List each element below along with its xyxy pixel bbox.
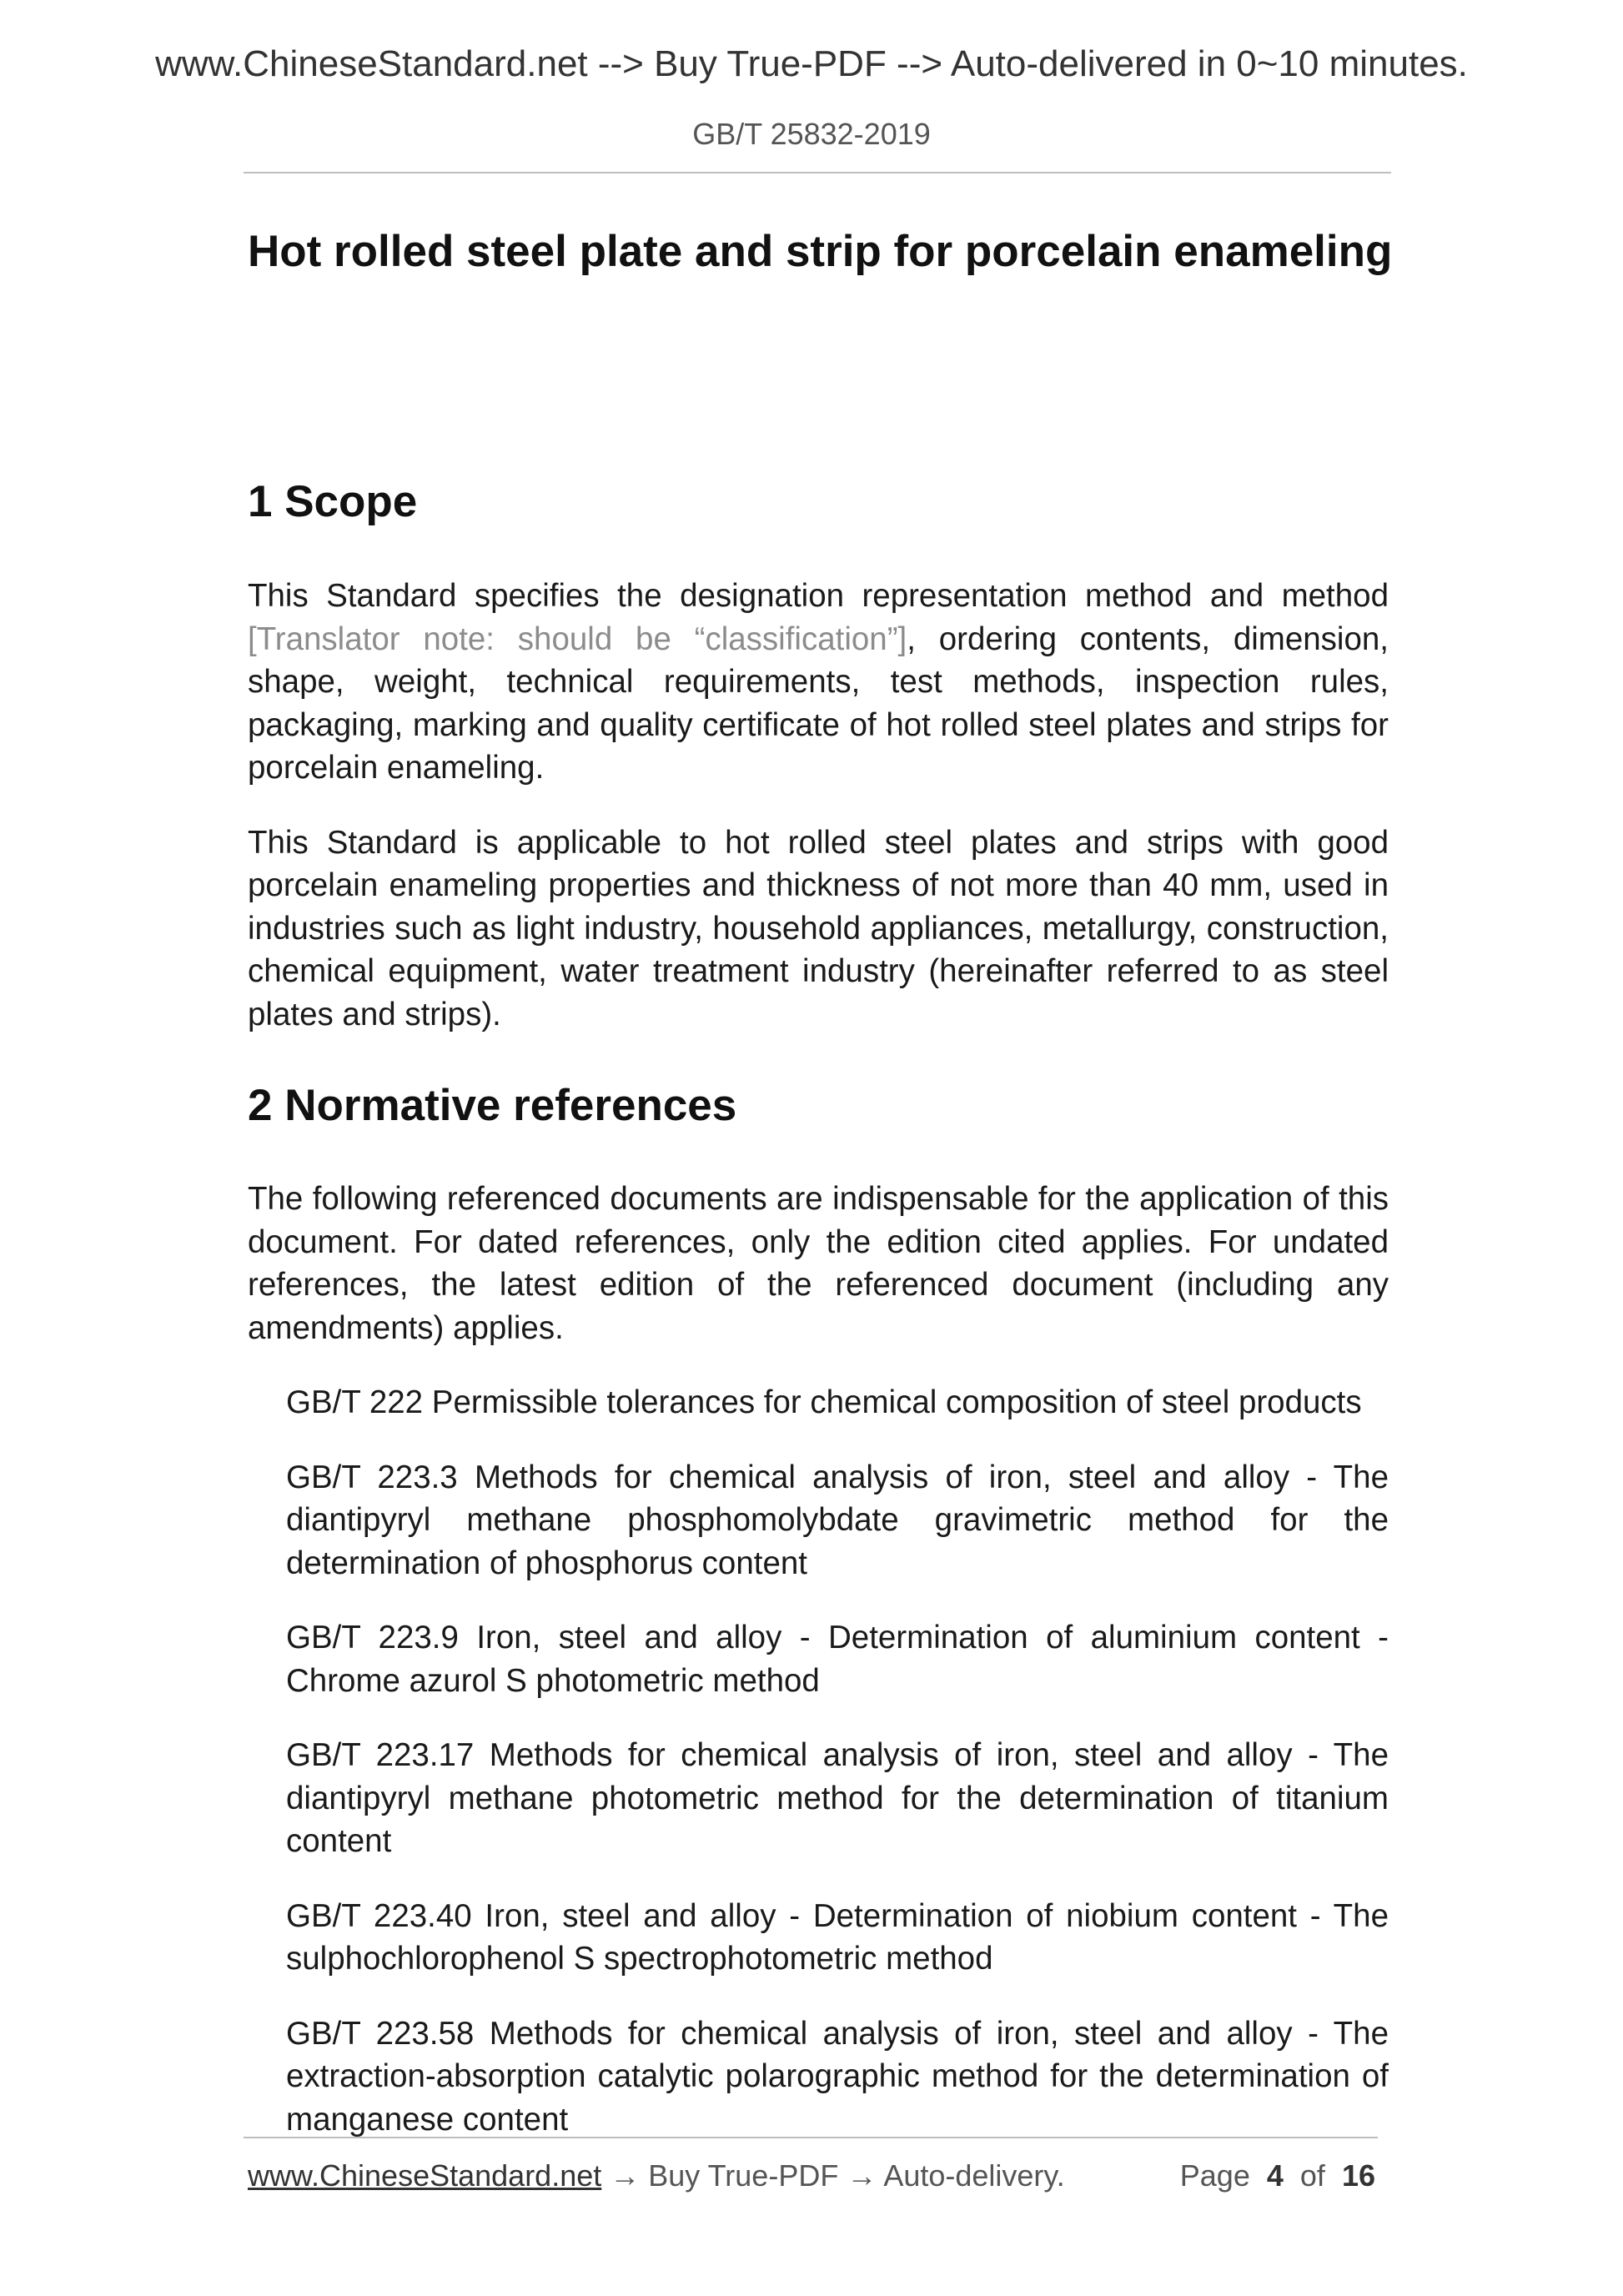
page-of: of [1299,2158,1325,2193]
page-total: 16 [1341,2158,1375,2193]
reference-item: GB/T 222 Permissible tolerances for chemical composition of steel products [286,1384,1362,1420]
standard-code: GB/T 25832-2019 [692,117,931,151]
page-footer [248,2158,1375,2200]
references-intro: The following referenced documents are indispensable for the application of this document. For dated references, only the edition cited applies. For undated references, the latest edition of the referenced document (including any amendments) applies. [248,1181,1389,1346]
scope-paragraph-2: This Standard is applicable to hot rolled steel plates and strips with good porcelain enameling properties and thickness of not more than 40 mm, used in industries such as light industry, household appliances, metallurgy, construction, chemical equipment, water treatment industry (hereinafter referred to as steel plates and strips). [248,824,1389,1032]
footer-tagline: → Buy True-PDF → Auto-delivery. [601,2158,1065,2193]
page-current: 4 [1266,2158,1284,2193]
footer-site-link[interactable]: www.ChineseStandard.net [248,2158,602,2193]
page-label: Page [1179,2158,1250,2193]
scope-para1-part-a: This Standard specifies the designation representation method and method [248,578,1389,614]
reference-item: GB/T 223.17 Methods for chemical analysis of iron, steel and alloy - The diantipyryl methane photometric method for the determination of titanium content [286,1737,1389,1859]
translator-note: [Translator note: should be “classification”] [248,620,907,657]
scope-paragraph-1 [248,575,1389,790]
reference-item: GB/T 223.58 Methods for chemical analysis of iron, steel and alloy - The extraction-absorption catalytic polarographic method for the determination of manganese content [286,2015,1389,2138]
reference-item: GB/T 223.40 Iron, steel and alloy - Determination of niobium content - The sulphochlorophenol S spectrophotometric method [286,1897,1389,1977]
scope-para1-part-b: , ordering contents, dimension, shape, weight, technical requirements, test methods, inspection rules, packaging, marking and quality certificate of hot rolled steel plates and strips for porcelain enameling. [248,620,1389,786]
page-content [248,225,1393,2141]
reference-item: GB/T 223.9 Iron, steel and alloy - Determination of aluminium content - Chrome azurol S photometric method [286,1620,1389,1699]
footer-left [248,2158,1065,2193]
reference-list [248,1381,1389,2141]
reference-item: GB/T 223.3 Methods for chemical analysis of iron, steel and alloy - The diantipyryl methane phosphomolybdate gravimetric method for the determination of phosphorus content [286,1459,1389,1581]
section-2-heading: 2 Normative references [248,1081,737,1130]
top-banner: www.ChineseStandard.net --> Buy True-PDF --> Auto-delivered in 0~10 minutes. [155,43,1468,84]
page-number [1180,2158,1375,2193]
footer-divider [244,2137,1378,2138]
header-divider [244,172,1391,173]
document-title: Hot rolled steel plate and strip for porcelain enameling [248,227,1393,276]
section-1-heading: 1 Scope [248,477,418,526]
